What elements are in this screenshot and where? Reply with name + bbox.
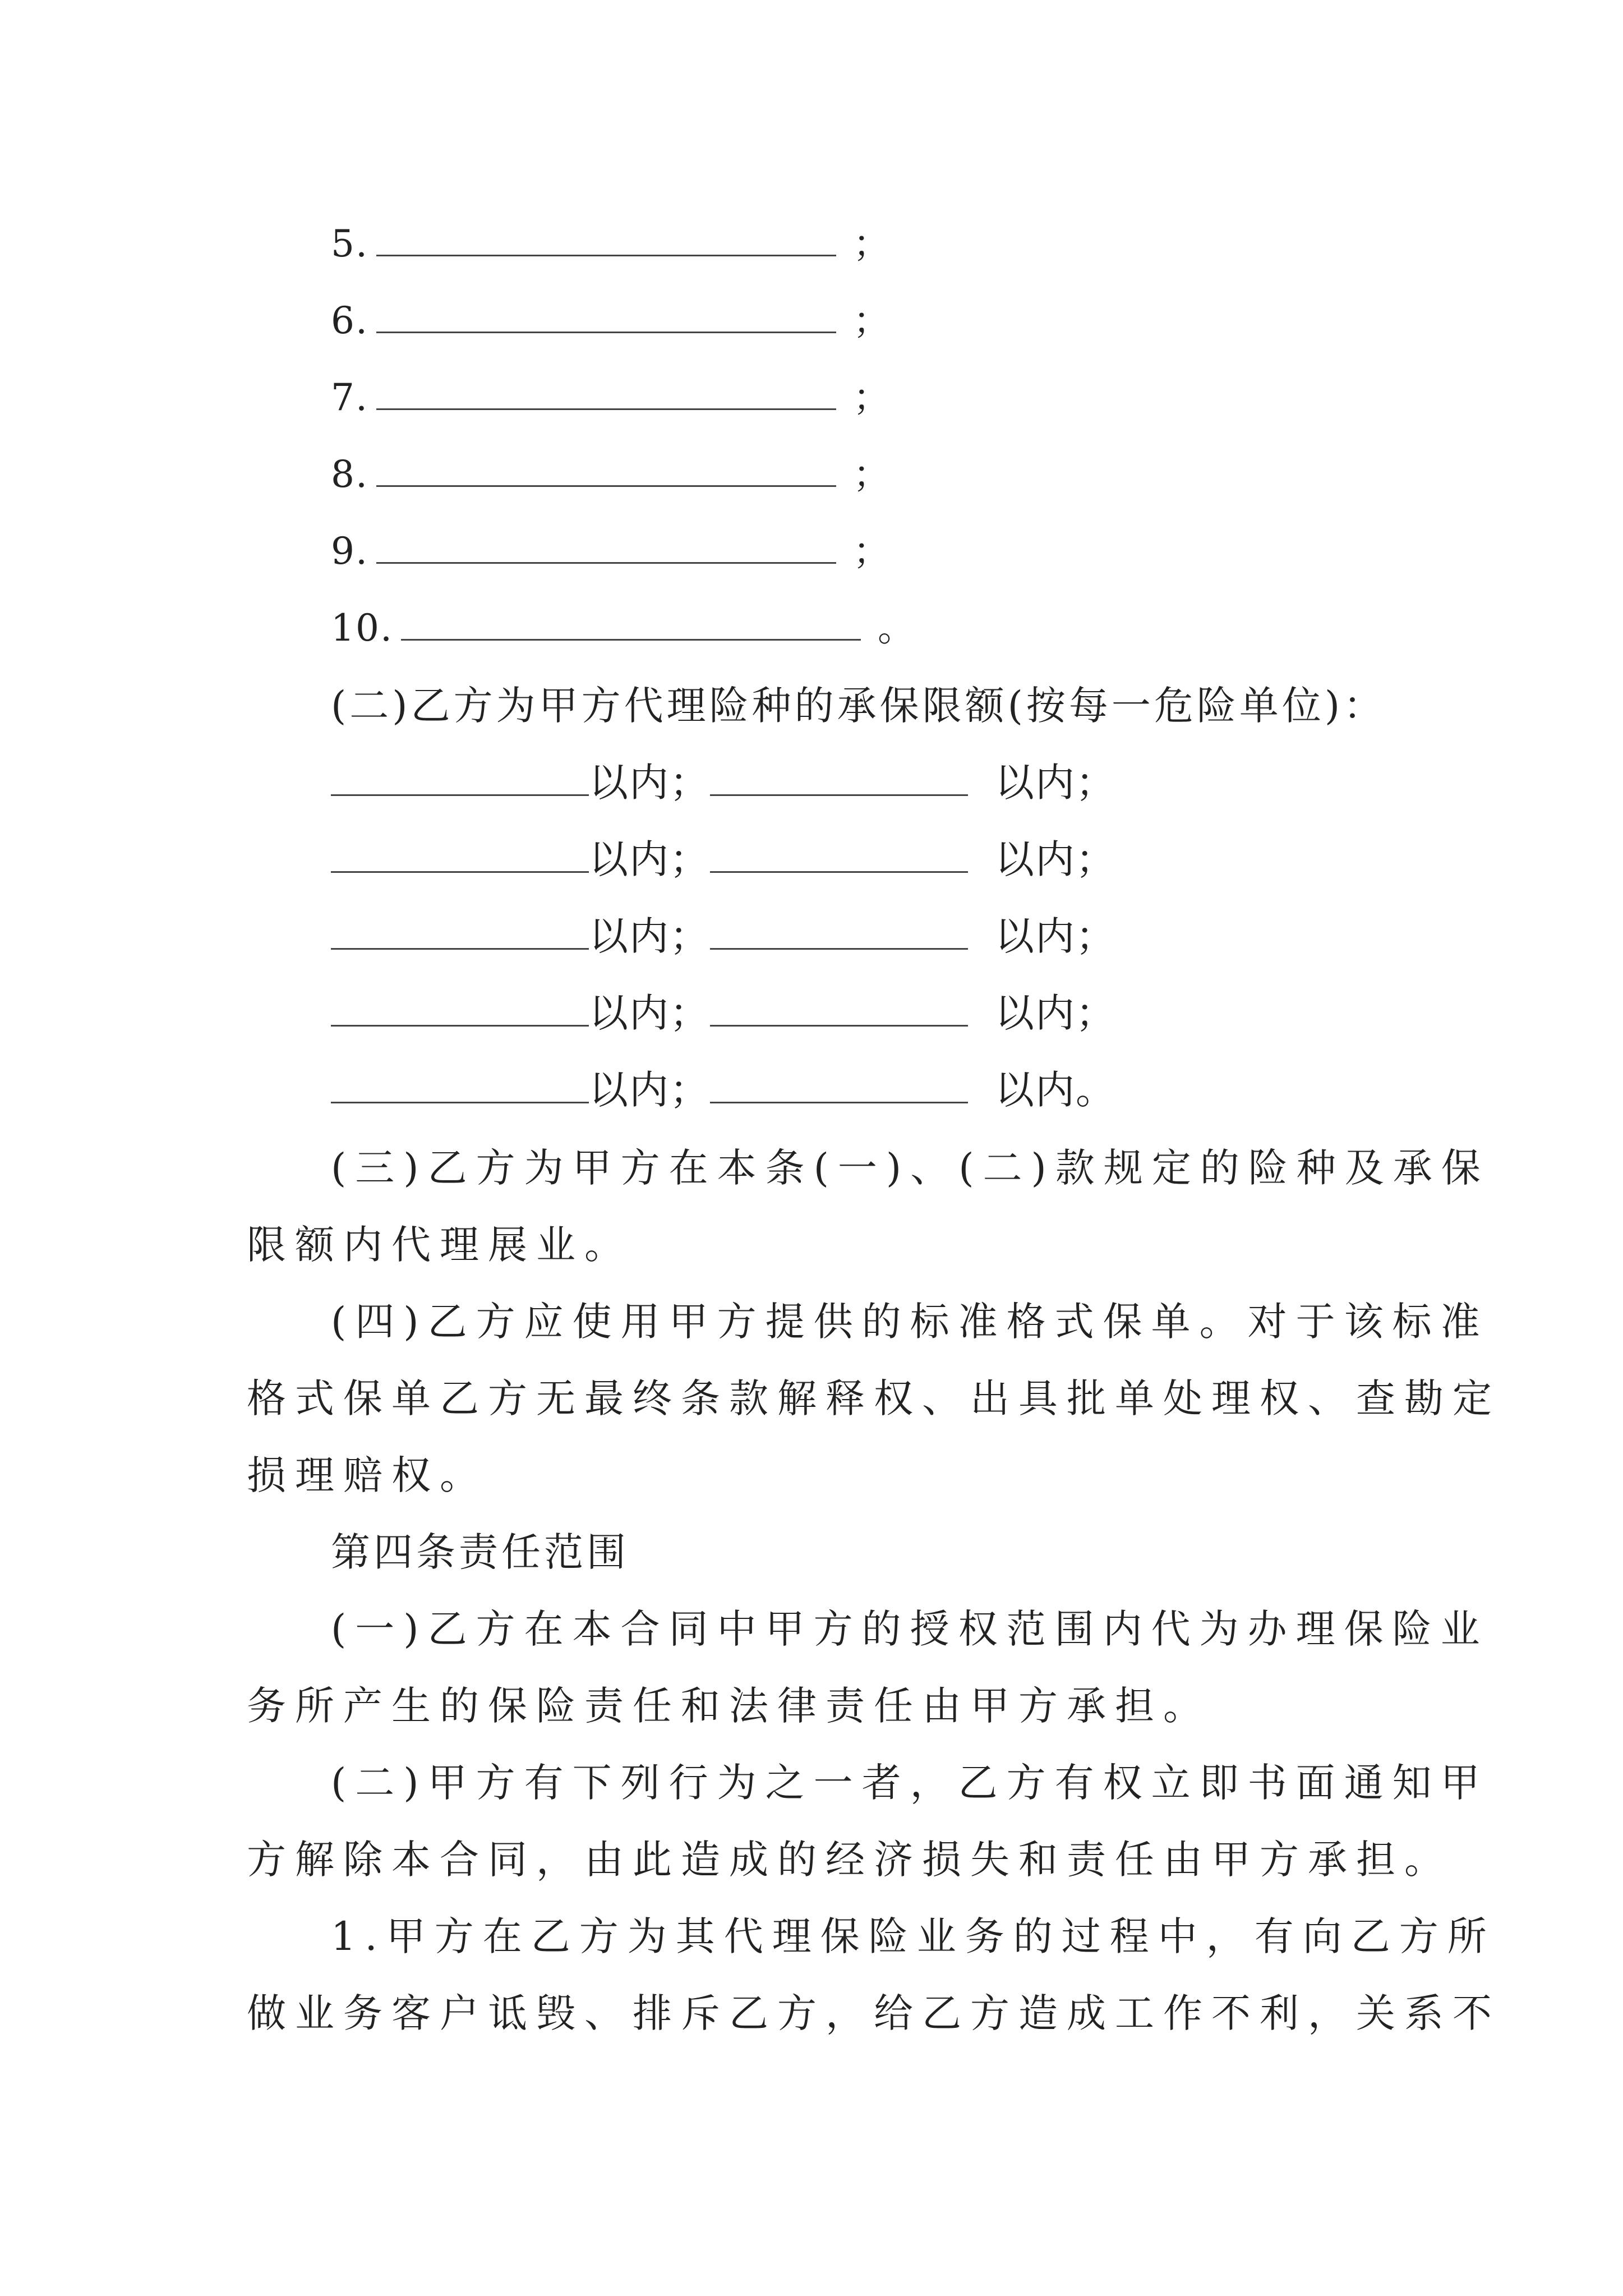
paragraph-line: 限额内代理展业。 [247,1222,633,1268]
paragraph-line: 损理赔权。 [247,1452,488,1498]
list-item [331,452,891,497]
limit-row [331,991,1116,1037]
list-item [331,529,891,574]
limit-blank[interactable] [710,1073,968,1103]
article-title: 第四条责任范围 [331,1529,629,1575]
item-end-punct: ； [852,299,891,342]
item-number: 10. [331,606,393,650]
item-number: 6. [331,299,368,342]
item-end-punct: 。 [877,606,916,650]
paragraph-line: 格式保单乙方无最终条款解释权、出具批单处理权、查勘定 [247,1375,1501,1421]
list-item [331,375,891,420]
limit-blank[interactable] [710,996,968,1027]
limit-label: 以内； [589,836,710,882]
limit-label: 以内； [589,1067,710,1113]
fill-in-blank[interactable] [376,302,836,333]
limit-blank[interactable] [710,842,968,873]
paragraph-line: (二)甲方有下列行为之一者，乙方有权立即书面通知甲 [331,1760,1489,1806]
limit-blank[interactable] [331,765,589,796]
limit-label: 以内。 [995,1067,1116,1113]
paragraph-line: 方解除本合同，由此造成的经济损失和责任由甲方承担。 [247,1837,1453,1883]
item-number: 5. [331,222,368,265]
limit-label: 以内； [995,913,1116,959]
limit-row [331,1068,1116,1114]
limit-blank[interactable] [710,765,968,796]
limit-blank[interactable] [331,919,589,950]
limit-row [331,837,1116,883]
limit-blank[interactable] [331,996,589,1027]
item-number: 8. [331,453,368,496]
item-end-punct: ； [852,376,891,419]
list-item [331,606,916,651]
paragraph-line: (四)乙方应使用甲方提供的标准格式保单。对于该标准 [331,1299,1489,1345]
limit-label: 以内； [589,990,710,1036]
paragraph-line: (一)乙方在本合同中甲方的授权范围内代为办理保险业 [331,1606,1489,1652]
item-end-punct: ； [852,222,891,265]
limit-row [331,760,1116,806]
paragraph-line: (三)乙方为甲方在本条(一)、(二)款规定的险种及承保 [331,1145,1490,1191]
list-item [331,222,891,266]
fill-in-blank[interactable] [401,610,861,641]
limit-label: 以内； [589,913,710,959]
item-end-punct: ； [852,453,891,496]
item-number: 9. [331,530,368,573]
limit-label: 以内； [995,836,1116,882]
paragraph-line: 做业务客户诋毁、排斥乙方，给乙方造成工作不利，关系不 [247,1990,1501,2036]
fill-in-blank[interactable] [376,456,836,487]
list-item [331,298,891,343]
fill-in-blank[interactable] [376,379,836,410]
limit-blank[interactable] [710,919,968,950]
limit-heading: (二)乙方为甲方代理险种的承保限额(按每一危险单位)： [331,683,1386,729]
paragraph-line: 1.甲方在乙方为其代理保险业务的过程中，有向乙方所 [331,1913,1496,1959]
limit-label: 以内； [995,760,1116,806]
fill-in-blank[interactable] [376,226,836,256]
paragraph-line: 务所产生的保险责任和法律责任由甲方承担。 [247,1683,1211,1729]
limit-label: 以内； [589,760,710,806]
fill-in-blank[interactable] [376,533,836,564]
item-number: 7. [331,376,368,419]
limit-label: 以内； [995,990,1116,1036]
limit-blank[interactable] [331,842,589,873]
limit-row [331,914,1116,960]
item-end-punct: ； [852,530,891,573]
limit-blank[interactable] [331,1073,589,1103]
